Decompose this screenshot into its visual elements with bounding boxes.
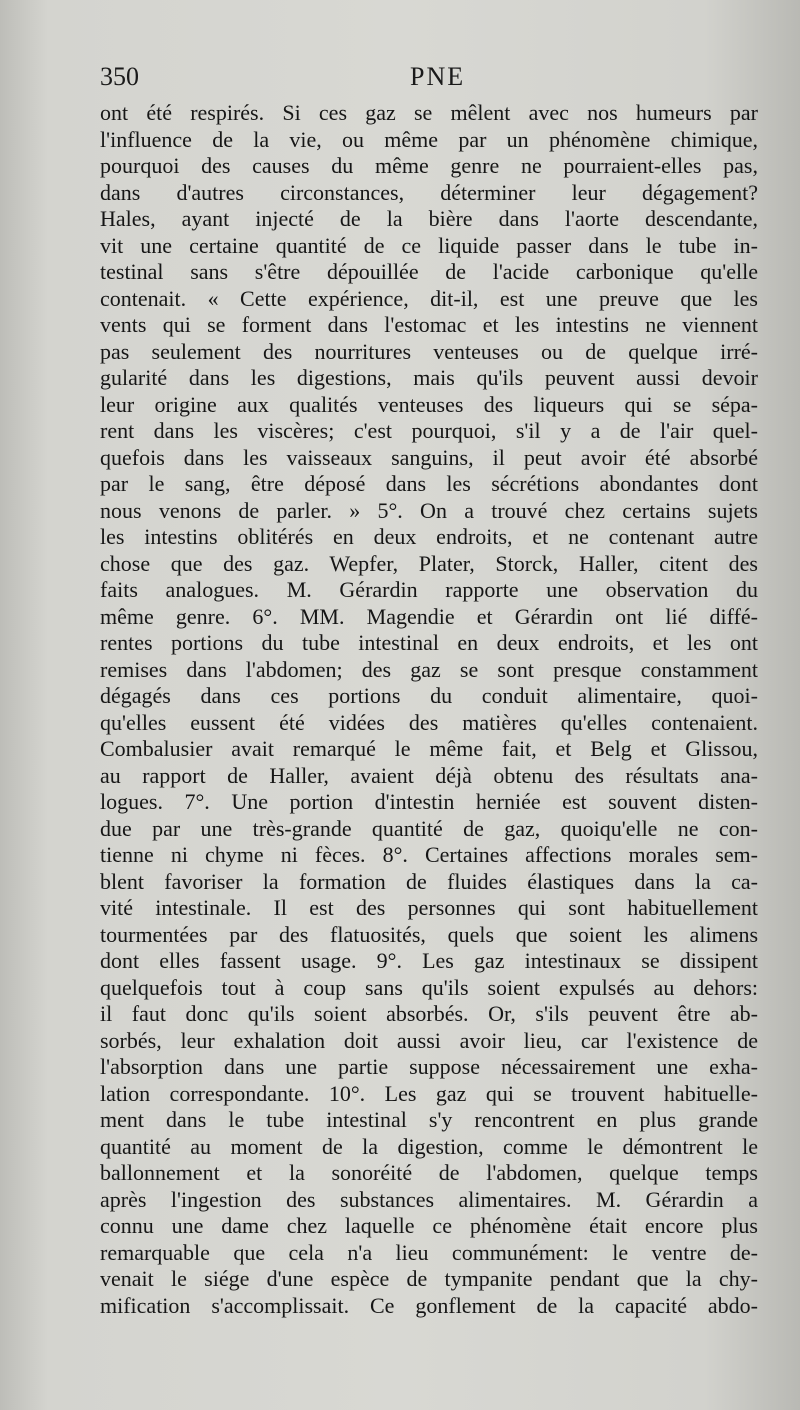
text-line: quantité au moment de la digestion, comme le démontrent le <box>100 1133 758 1159</box>
text-line: par le sang, être déposé dans les sécrétions abondantes dont <box>100 471 758 496</box>
text-line: faits analogues. M. Gérardin rapporte une observation du <box>100 577 758 602</box>
text-line: il faut donc qu'ils soient absorbés. Or, s'ils peuvent être ab- <box>100 1001 758 1026</box>
text-line: venait le siége d'une espèce de tympanite pendant que la chy- <box>100 1266 758 1291</box>
text-line: rentes portions du tube intestinal en deux endroits, et les ont <box>100 630 758 655</box>
text-line: remarquable que cela n'a lieu communément: le ventre de- <box>100 1239 758 1265</box>
text-line: rent dans les viscères; c'est pourquoi, s'il y a de l'air quel- <box>100 418 758 443</box>
text-line: pourquoi des causes du même genre ne pourraient-elles pas, <box>100 153 758 178</box>
text-line: quelquefois tout à coup sans qu'ils soient expulsés au dehors: <box>100 974 758 1000</box>
text-line: l'influence de la vie, ou même par un phénomène chimique, <box>100 126 758 152</box>
text-line: ballonnement et la sonoréité de l'abdomen, quelque temps <box>100 1160 758 1185</box>
text-line: après l'ingestion des substances alimentaires. M. Gérardin a <box>100 1186 758 1212</box>
text-line: chose que des gaz. Wepfer, Plater, Storck, Haller, citent des <box>100 550 758 576</box>
text-line: Combalusier avait remarqué le même fait, et Belg et Glissou, <box>100 736 758 761</box>
page-number: 350 <box>100 62 139 91</box>
text-line: remises dans l'abdomen; des gaz se sont presque constamment <box>100 656 758 682</box>
text-line: vents qui se forment dans l'estomac et les intestins ne viennent <box>100 312 758 337</box>
page-header <box>100 62 760 98</box>
text-line: Hales, ayant injecté de la bière dans l'aorte descendante, <box>100 206 758 231</box>
text-line: blent favoriser la formation de fluides élastiques dans la ca- <box>100 868 758 894</box>
text-line: qu'elles eussent été vidées des matières qu'elles contenaient. <box>100 709 758 735</box>
text-line: dans d'autres circonstances, déterminer leur dégagement? <box>100 179 758 205</box>
text-line: quefois dans les vaisseaux sanguins, il peut avoir été absorbé <box>100 444 758 470</box>
text-line: vité intestinale. Il est des personnes qui sont habituellement <box>100 895 758 920</box>
text-line: lation correspondante. 10°. Les gaz qui se trouvent habituelle- <box>100 1080 758 1106</box>
text-line: nous venons de parler. » 5°. On a trouvé chez certains sujets <box>100 497 758 523</box>
text-line: dont elles fassent usage. 9°. Les gaz intestinaux se dissipent <box>100 948 758 973</box>
text-line: mification s'accomplissait. Ce gonflement de la capacité abdo- <box>100 1292 758 1318</box>
text-line: ment dans le tube intestinal s'y rencontrent en plus grande <box>100 1107 758 1132</box>
text-line: logues. 7°. Une portion d'intestin herniée est souvent disten- <box>100 789 758 814</box>
text-line: due par une très-grande quantité de gaz, quoiqu'elle ne con- <box>100 815 758 841</box>
text-line: vit une certaine quantité de ce liquide passer dans le tube in- <box>100 232 758 258</box>
text-line: contenait. « Cette expérience, dit-il, est une preuve que les <box>100 285 758 311</box>
text-line: leur origine aux qualités venteuses des liqueurs qui se sépa- <box>100 391 758 417</box>
text-line: pas seulement des nourritures venteuses ou de quelque irré- <box>100 338 758 364</box>
text-line: même genre. 6°. MM. Magendie et Gérardin ont lié diffé- <box>100 603 758 629</box>
running-head: PNE <box>410 62 466 91</box>
body-text <box>100 100 758 1319</box>
text-line: dégagés dans ces portions du conduit alimentaire, quoi- <box>100 683 758 708</box>
text-line: sorbés, leur exhalation doit aussi avoir lieu, car l'existence de <box>100 1027 758 1053</box>
text-line: les intestins oblitérés en deux endroits, et ne contenant autre <box>100 524 758 549</box>
text-line: gularité dans les digestions, mais qu'ils peuvent aussi devoir <box>100 365 758 390</box>
text-line: tourmentées par des flatuosités, quels que soient les alimens <box>100 921 758 947</box>
text-line: l'absorption dans une partie suppose nécessairement une exha- <box>100 1054 758 1079</box>
text-line: testinal sans s'être dépouillée de l'acide carbonique qu'elle <box>100 259 758 284</box>
text-line: connu une dame chez laquelle ce phénomène était encore plus <box>100 1213 758 1238</box>
text-line: tienne ni chyme ni fèces. 8°. Certaines affections morales sem- <box>100 842 758 867</box>
text-line: au rapport de Haller, avaient déjà obtenu des résultats ana- <box>100 762 758 788</box>
text-line: ont été respirés. Si ces gaz se mêlent avec nos humeurs par <box>100 100 758 125</box>
